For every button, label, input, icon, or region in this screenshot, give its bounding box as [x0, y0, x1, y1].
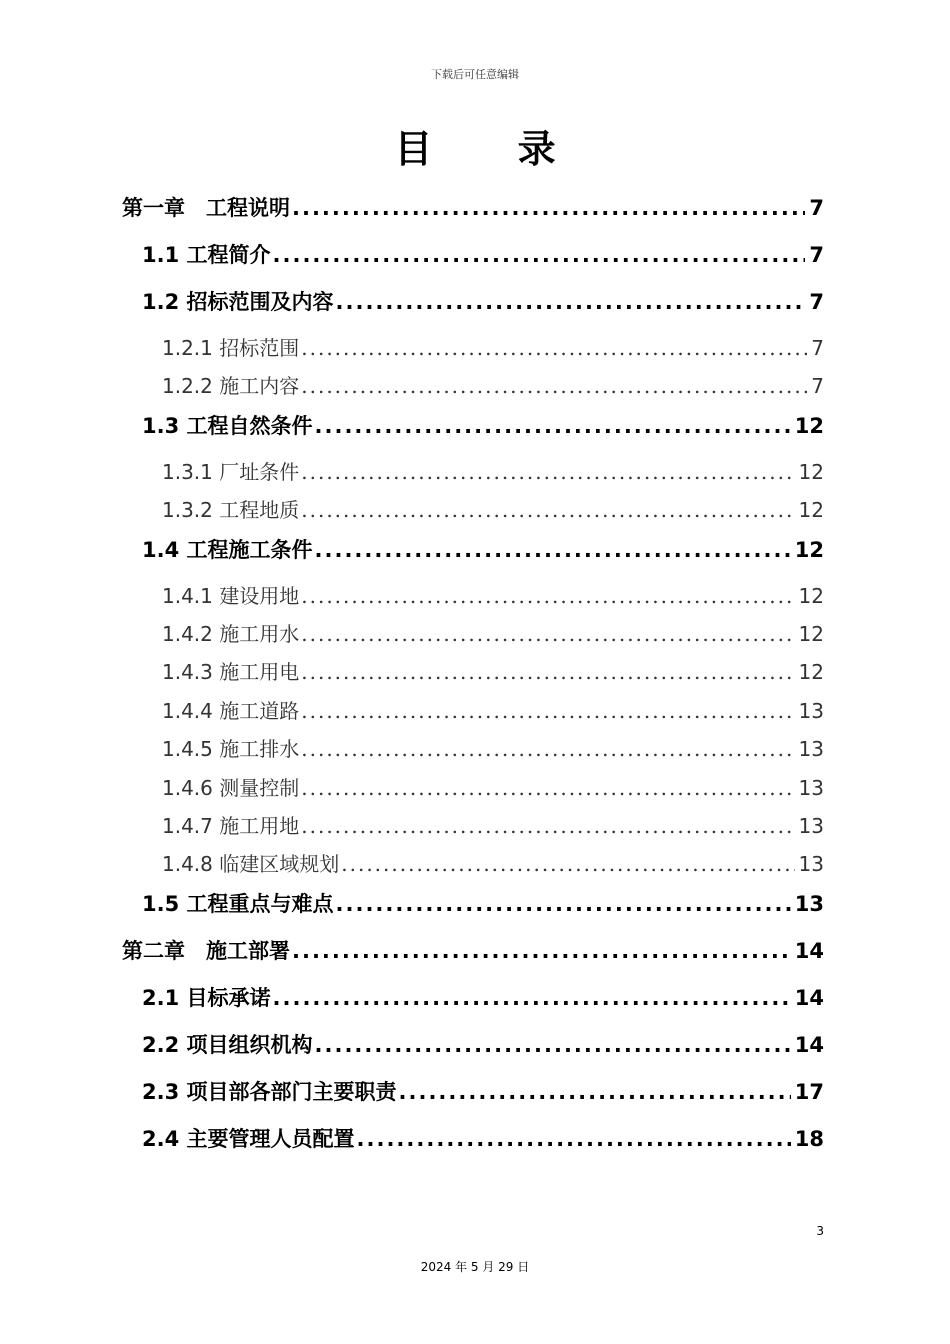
toc-entry-title: 1.2 招标范围及内容 [142, 290, 334, 314]
toc-leader-dots [301, 615, 794, 653]
toc-entry-title: 1.4 工程施工条件 [142, 537, 313, 562]
toc-entry[interactable] [122, 615, 824, 653]
toc-entry-page: 13 [798, 737, 824, 762]
toc-leader-dots [301, 769, 794, 807]
toc-entry[interactable] [122, 188, 824, 235]
toc-entry[interactable] [122, 692, 824, 730]
toc-leader-dots [336, 884, 791, 924]
toc-leader-dots [292, 188, 805, 228]
toc-entry-title: 2.3 项目部各部门主要职责 [142, 1079, 397, 1104]
toc-entry-title: 1.5 工程重点与难点 [142, 891, 334, 916]
toc-entry-page: 13 [798, 775, 824, 800]
toc-entry-page: 12 [798, 459, 824, 484]
toc-entry-title: 1.4.5 施工排水 [162, 737, 300, 762]
toc-entry-page: 13 [798, 698, 824, 723]
toc-entry-page: 14 [794, 1032, 824, 1057]
toc-leader-dots [399, 1072, 791, 1112]
toc-entry[interactable] [122, 978, 824, 1025]
toc-leader-dots [357, 1119, 791, 1159]
toc-entry[interactable] [122, 769, 824, 807]
toc-entry[interactable] [122, 1119, 824, 1166]
toc-entry-title: 1.4.3 施工用电 [162, 660, 300, 685]
toc-leader-dots [273, 235, 806, 275]
toc-entry-title: 1.3.1 厂址条件 [162, 459, 300, 484]
toc-entry[interactable] [122, 367, 824, 405]
toc-entry[interactable] [122, 845, 824, 883]
toc-entry-title: 1.4.7 施工用地 [162, 813, 300, 838]
toc-entry-page: 7 [811, 374, 824, 399]
toc-leader-dots [301, 329, 807, 367]
toc-leader-dots [301, 491, 794, 529]
toc-entry-title: 1.3.2 工程地质 [162, 498, 300, 523]
toc-leader-dots [301, 367, 807, 405]
toc-leader-dots [315, 1025, 791, 1065]
toc-entry[interactable] [122, 807, 824, 845]
toc-entry-title: 第二章 施工部署 [122, 938, 290, 963]
toc-entry-page: 7 [809, 290, 824, 314]
toc-entry-title: 第一章 工程说明 [122, 196, 290, 220]
toc-entry[interactable] [122, 406, 824, 453]
toc-entry-page: 14 [794, 985, 824, 1010]
toc-entry-page: 13 [798, 813, 824, 838]
toc-leader-dots [301, 692, 794, 730]
toc-entry[interactable] [122, 884, 824, 931]
toc-entry-page: 12 [798, 498, 824, 523]
toc-entry[interactable] [122, 282, 824, 329]
toc-entry-page: 12 [798, 660, 824, 685]
toc-entry-page: 7 [811, 336, 824, 360]
toc-entry[interactable] [122, 931, 824, 978]
toc-entry-page: 17 [794, 1079, 824, 1104]
toc-entry-title: 2.1 目标承诺 [142, 985, 271, 1010]
toc-entry-page: 12 [794, 413, 824, 438]
toc-entry-title: 1.4.2 施工用水 [162, 621, 300, 646]
toc-entry[interactable] [122, 530, 824, 577]
toc-leader-dots [301, 730, 794, 768]
toc-entry[interactable] [122, 730, 824, 768]
toc-entry-title: 1.3 工程自然条件 [142, 413, 313, 438]
toc-leader-dots [315, 406, 791, 446]
toc-entry-page: 7 [809, 243, 824, 267]
toc-entry-page: 13 [798, 852, 824, 877]
toc-entry-title: 2.4 主要管理人员配置 [142, 1126, 355, 1151]
toc-entry-title: 1.4.4 施工道路 [162, 698, 300, 723]
toc-leader-dots [292, 931, 791, 971]
page-title: 目 录 [394, 127, 592, 171]
toc-entry[interactable] [122, 653, 824, 691]
toc-leader-dots [336, 282, 806, 322]
page-header: 下载后可任意编辑 [431, 68, 519, 81]
table-of-contents [122, 188, 824, 1166]
toc-entry-page: 12 [798, 621, 824, 646]
toc-entry-title: 1.1 工程简介 [142, 243, 271, 267]
toc-leader-dots [301, 577, 794, 615]
toc-leader-dots [301, 453, 794, 491]
toc-entry[interactable] [122, 577, 824, 615]
page-footer-date: 2024 年 5 月 29 日 [420, 1260, 530, 1274]
toc-entry-title: 1.4.6 测量控制 [162, 775, 300, 800]
toc-entry[interactable] [122, 1025, 824, 1072]
toc-entry-title: 1.2.2 施工内容 [162, 374, 300, 399]
toc-entry[interactable] [122, 453, 824, 491]
toc-entry-title: 1.2.1 招标范围 [162, 336, 300, 360]
toc-entry-page: 14 [794, 938, 824, 963]
toc-leader-dots [301, 807, 794, 845]
toc-entry-page: 7 [809, 196, 824, 220]
toc-leader-dots [315, 530, 791, 570]
toc-leader-dots [273, 978, 791, 1018]
toc-entry-page: 18 [794, 1126, 824, 1151]
toc-entry-title: 1.4.8 临建区域规划 [162, 852, 340, 877]
page-number: 3 [816, 1224, 824, 1238]
toc-entry-page: 13 [794, 891, 824, 916]
toc-entry-title: 2.2 项目组织机构 [142, 1032, 313, 1057]
toc-entry[interactable] [122, 235, 824, 282]
toc-entry-page: 12 [798, 583, 824, 608]
toc-entry-page: 12 [794, 537, 824, 562]
toc-entry-title: 1.4.1 建设用地 [162, 583, 300, 608]
toc-entry[interactable] [122, 329, 824, 367]
toc-entry[interactable] [122, 1072, 824, 1119]
toc-leader-dots [341, 845, 794, 883]
toc-entry[interactable] [122, 491, 824, 529]
toc-leader-dots [301, 653, 794, 691]
